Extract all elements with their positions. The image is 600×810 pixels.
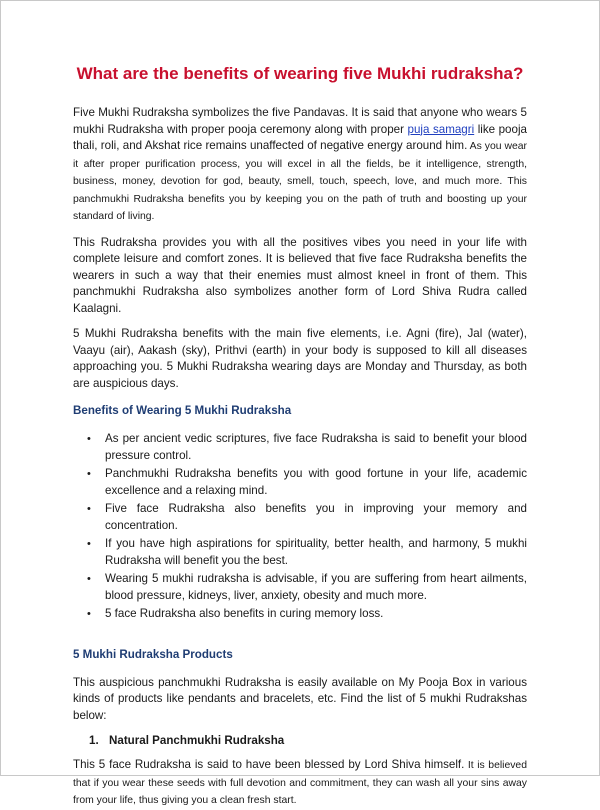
bullet-icon: •	[87, 468, 91, 480]
product-item	[89, 733, 527, 749]
intro-small-text: As you wear it after proper purification process, you will excel in all the fields, be it intelligence, strength, business, money, devotion for god, beauty, smell, touch, speech, love, and much more. This panchmukhi Rudraksha benefits you by keeping you on the path of truth and boosting up your standard of living.	[73, 141, 527, 222]
bullet-icon: •	[87, 538, 91, 550]
paragraph-elements: 5 Mukhi Rudraksha benefits with the main five elements, i.e. Agni (fire), Jal (water), Vaayu (air), Aakash (sky), Prithvi (earth) in your body is supposed to kill all diseases approaching you. 5 Mukhi Rudraksha wearing days are Monday and Thursday, as both are auspicious days.	[73, 327, 527, 390]
list-item	[87, 431, 527, 464]
description-small-text: It is believed that if you wear these seeds with full devotion and commitment, they can wash all your sins away from your life, thus giving you a clean fresh start.	[73, 760, 527, 806]
intro-text: Five Mukhi Rudraksha symbolizes the five Pandavas. It is said that anyone who wears 5 mukhi Rudraksha with proper pooja ceremony along with proper	[73, 106, 527, 136]
list-item	[87, 501, 527, 534]
benefits-heading: Benefits of Wearing 5 Mukhi Rudraksha	[73, 404, 292, 417]
products-heading: 5 Mukhi Rudraksha Products	[73, 647, 233, 661]
intro-text-continued: like pooja thali, roli, and Akshat rice remains unaffected of negative energy around him.	[73, 122, 527, 152]
paragraph-positives: This Rudraksha provides you with all the positives vibes you need in your life with complete leisure and comfort zones. It is believed that five face Rudraksha benefits the wearers in such a way that their enemies must almost kneel in front of them. This panchmukhi Rudraksha also symbolizes another form of Lord Shiva Rudra called Kaalagni.	[73, 235, 527, 315]
list-item	[87, 466, 527, 499]
description-text: This 5 face Rudraksha is said to have been blessed by Lord Shiva himself.	[73, 758, 465, 771]
benefits-list	[73, 431, 527, 623]
natural-rudraksha-description	[73, 757, 527, 810]
bullet-icon: •	[87, 573, 91, 585]
puja-samagri-link[interactable]: puja samagri	[407, 122, 475, 136]
list-item-text: Five face Rudraksha also benefits you in improving your memory and concentration.	[105, 502, 527, 532]
list-item-text: As per ancient vedic scriptures, five face Rudraksha is said to benefit your blood pressure control.	[105, 432, 527, 462]
bullet-icon: •	[87, 608, 91, 620]
products-list	[73, 733, 527, 749]
list-item	[87, 606, 527, 623]
product-name: Natural Panchmukhi Rudraksha	[109, 734, 285, 747]
list-item-text: If you have high aspirations for spirituality, better health, and harmony, 5 mukhi Rudraksha will benefit you the best.	[105, 537, 527, 567]
list-item	[87, 571, 527, 604]
intro-paragraph	[73, 105, 527, 226]
list-item	[87, 536, 527, 569]
list-item-text: Wearing 5 mukhi rudraksha is advisable, if you are suffering from heart ailments, blood pressure, kidneys, liver, anxiety, obesity and much more.	[105, 572, 527, 602]
list-item-text: Panchmukhi Rudraksha benefits you with good fortune in your life, academic excellence and a relaxing mind.	[105, 467, 527, 497]
product-number: 1.	[89, 734, 99, 747]
list-item-text: 5 face Rudraksha also benefits in curing memory loss.	[105, 607, 384, 620]
products-intro: This auspicious panchmukhi Rudraksha is easily available on My Pooja Box in various kinds of products like pendants and bracelets, etc. Find the list of 5 mukhi Rudrakshas below:	[73, 675, 527, 722]
bullet-icon: •	[87, 433, 91, 445]
bullet-icon: •	[87, 503, 91, 515]
page-title: What are the benefits of wearing five Mukhi rudraksha?	[76, 64, 524, 83]
